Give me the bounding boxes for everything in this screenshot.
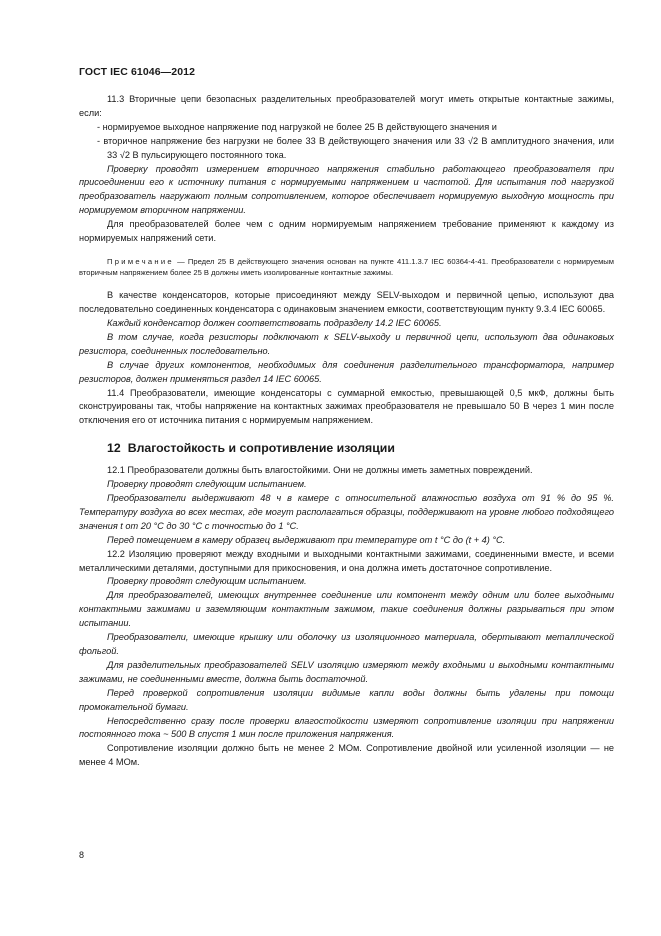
note-text: — Предел 25 В действующего значения основан на пункте 411.1.3.7 IEC 60364-4-41. Преобразователи с нормируемым вторичным напряжением более 25 В должны иметь изолированные контактные зажимы. [79, 256, 614, 277]
test-method-paragraph: Проверку проводят следующим испытанием. [107, 576, 307, 587]
section-heading [79, 441, 614, 456]
test-method-paragraph: Проверку проводят измерением вторичного напряжения стабильно работающего преобразователя при присоединении его к источнику питания с нормируемыми напряжением и частотой. Для испытания под нагрузкой преобразователь нагружают полным сопротивлением, которое обеспечивает нормируемую выходную мощность при нормируемом вторичном напряжении. [79, 163, 614, 216]
note-label: Примечание [107, 256, 174, 266]
body-paragraph: Для преобразователей более чем с одним нормируемым напряжением требование применяют к каждому из нормируемых напряжений сети. [79, 219, 614, 244]
test-method-paragraph: Для преобразователей, имеющих внутреннее соединение или компонент между одним или более выходными контактными зажимами и заземляющим контактным зажимом, такие соединения должны разрываться при этом испытании. [79, 590, 614, 629]
clause-11-3: 11.3 Вторичные цепи безопасных разделительных преобразователей могут иметь открытые контактные зажимы, если: [79, 94, 614, 118]
test-method-paragraph: Преобразователи выдерживают 48 ч в камере с относительной влажностью воздуха от 91 % до 95 %. Температуру воздуха во всех местах, где могут располагаться образцы, поддерживают на уровне любого подходящего значения t от 20 °С до 30 °С с точностью до 1 °С. [79, 493, 614, 531]
test-method-paragraph: Перед проверкой сопротивления изоляции видимые капли воды должны быть удалены при помощи промокательной бумаги. [79, 687, 614, 712]
note [79, 257, 614, 278]
list-item: - нормируемое выходное напряжение под нагрузкой не более 25 В действующего значения и [97, 121, 497, 132]
page-number: 8 [79, 850, 85, 860]
test-method-paragraph: Проверку проводят следующим испытанием. [107, 479, 307, 490]
test-method-paragraph: В случае других компонентов, необходимых для соединения разделительного трансформатора, например резисторов, должен применяться раздел 14 IEC 60065. [79, 359, 614, 384]
document-header: ГОСТ IEC 61046—2012 [79, 66, 196, 78]
test-method-paragraph: Перед помещением в камеру образец выдерживают при температуре от t °С до (t + 4) °С. [107, 534, 506, 545]
section-title: Влагостойкость и сопротивление изоляции [127, 441, 395, 456]
body-paragraph: Сопротивление изоляции должно быть не менее 2 МОм. Сопротивление двойной или усиленной изоляции — не менее 4 МОм. [79, 743, 614, 768]
body-paragraph: В качестве конденсаторов, которые присоединяют между SELV-выходом и первичной цепью, используют два последовательно соединенных конденсатора с одинаковым значением емкости, соответствующим пункту 9.3.4 IEC 60065. [79, 290, 614, 315]
test-method-paragraph: Непосредственно сразу после проверки влагостойкости измеряют сопротивление изоляции при напряжении постоянного тока ~ 500 В спустя 1 мин после приложения напряжения. [79, 715, 614, 740]
section-number: 12 [107, 441, 121, 456]
list-item: - вторичное напряжение без нагрузки не более 33 В действующего значения или 33 √2 В амплитудного значения, или 33 √2 В пульсирующего постоянного тока. [97, 135, 614, 160]
clause-11-4: 11.4 Преобразователи, имеющие конденсаторы с суммарной емкостью, превышающей 0,5 мкФ, должны быть сконструированы так, чтобы напряжение на контактных зажимах преобразователя не превышало 50 В через 1 мин после отключения его от источника питания с нормируемым напряжением. [79, 387, 614, 426]
clause-12-2: 12.2 Изоляцию проверяют между входными и выходными контактными зажимами, соединенными вместе, и всеми металлическими деталями, доступными для прикосновения, и она должна иметь достаточное сопротивление. [79, 548, 614, 573]
test-method-paragraph: Преобразователи, имеющие крышку или оболочку из изоляционного материала, обертывают металлической фольгой. [79, 632, 614, 656]
test-method-paragraph: Для разделительных преобразователей SELV изоляцию измеряют между входными и выходными контактными зажимами, не соединенными вместе, должна быть достаточной. [79, 659, 614, 684]
test-method-paragraph: Каждый конденсатор должен соответствовать подразделу 14.2 IEC 60065. [107, 317, 442, 328]
page-body [79, 93, 614, 770]
test-method-paragraph: В том случае, когда резисторы подключают к SELV-выходу и первичной цепи, используют два одинаковых резистора, соединенных последовательно. [79, 331, 614, 356]
clause-12-1: 12.1 Преобразователи должны быть влагостойкими. Они не должны иметь заметных повреждений. [107, 465, 533, 476]
